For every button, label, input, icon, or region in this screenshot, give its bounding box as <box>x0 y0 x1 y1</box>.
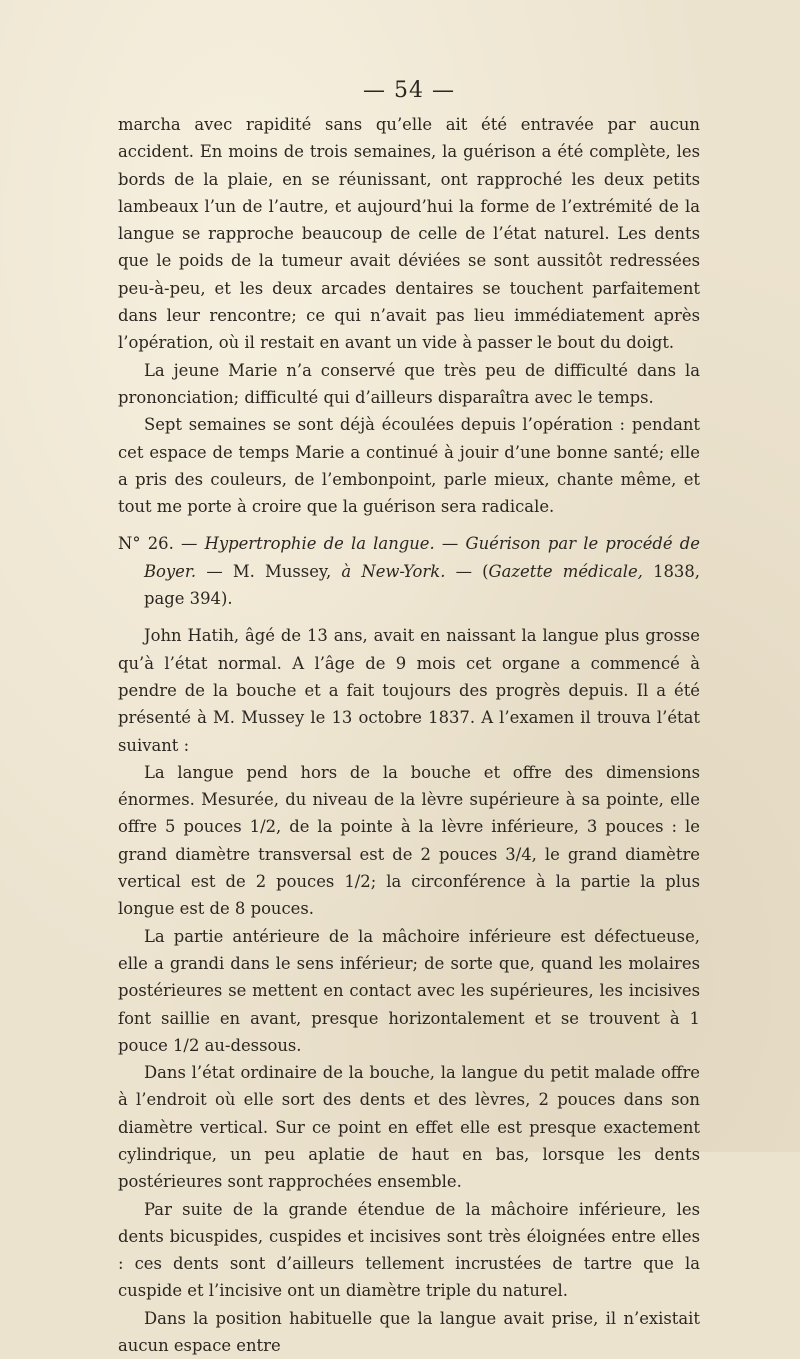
case-source-dash: — ( <box>445 561 489 581</box>
paragraph: La langue pend hors de la bouche et offre des dimensions énormes. Mesurée, du niveau de la lèvre supérieure à sa pointe, elle offre 5 pouces 1/2, de la pointe à la lèvre inférieure, 3 pouces : le grand diamètre transversal est de 2 pouces 3/4, le grand diamètre vertical est de 2 pouces 1/2; la circonférence à la partie la plus longue est de 8 pouces. <box>118 762 700 919</box>
paragraph: La partie antérieure de la mâchoire inférieure est défectueuse, elle a grandi dans le sens inférieur; de sorte que, quand les molaires postérieures se mettent en contact avec les supérieures, les incisives font saillie en avant, presque horizontalement et se trouvent à 1 pouce 1/2 au-dessous. <box>118 926 700 1055</box>
paragraph: Par suite de la grande étendue de la mâchoire inférieure, les dents bicuspides, cuspides et incisives sont très éloignées entre elles : ces dents sont d’ailleurs tellement incrustées de tartre que la cuspide et l’incisive ont un diamètre triple du naturel. <box>118 1199 700 1301</box>
paragraph: John Hatih, âgé de 13 ans, avait en naissant la langue plus grosse qu’à l’état normal. A l’âge de 9 mois cet organe a commencé à pendre de la bouche et a fait toujours des progrès depuis. Il a été présenté à M. Mussey le 13 octobre 1837. A l’examen il trouva l’état suivant : <box>118 626 700 755</box>
case-title: Hypertrophie de la langue. — Guérison par le procédé de Boyer. <box>144 534 700 581</box>
case-number: N° 26. — <box>118 534 198 554</box>
case-source-rest: 1838, page 394). <box>144 561 700 609</box>
paragraph: Dans la position habituelle que la langue avait prise, il n’existait aucun espace entre <box>118 1308 700 1356</box>
case-source: Gazette médicale, <box>488 561 643 581</box>
paragraph: Dans l’état ordinaire de la bouche, la langue du petit malade offre à l’endroit où elle sort des dents et des lèvres, 2 pouces dans son diamètre vertical. Sur ce point en effet elle est presque exactement cylindrique, un peu aplatie de haut en bas, lorsque les dents postérieures sont rapprochées ensemble. <box>118 1063 700 1192</box>
page-number: — 54 — <box>363 78 455 103</box>
paragraph: Sept semaines se sont déjà écoulées depuis l’opération : pendant cet espace de temps Marie a continué à jouir d’une bonne santé; elle a pris des couleurs, de l’embonpoint, parle mieux, chante même, et tout me porte à croire que la guérison sera radicale. <box>118 415 700 517</box>
paragraph: marcha avec rapidité sans qu’elle ait été entravée par aucun accident. En moins de trois semaines, la guérison a été complète, les bords de la plaie, en se réunissant, ont rapproché les deux petits lambeaux l’un de l’autre, et aujourd’hui la forme de l’extrémité de la langue se rapproche beaucoup de celle de l’état naturel. Les dents que le poids de la tumeur avait déviées se sont aussitôt redressées peu-à-peu, et les deux arcades dentaires se touchent parfaitement dans leur rencontre; ce qui n’avait pas lieu immédiatement après l’opération, où il restait en avant un vide à passer le bout du doigt. <box>118 115 700 353</box>
case-author: — M. Mussey, <box>206 561 332 581</box>
case-heading <box>118 530 700 612</box>
paragraph: La jeune Marie n’a conservé que très peu de difficulté dans la prononciation; difficulté qui d’ailleurs disparaîtra avec le temps. <box>118 360 700 407</box>
case-place: à New-York. <box>341 561 446 581</box>
